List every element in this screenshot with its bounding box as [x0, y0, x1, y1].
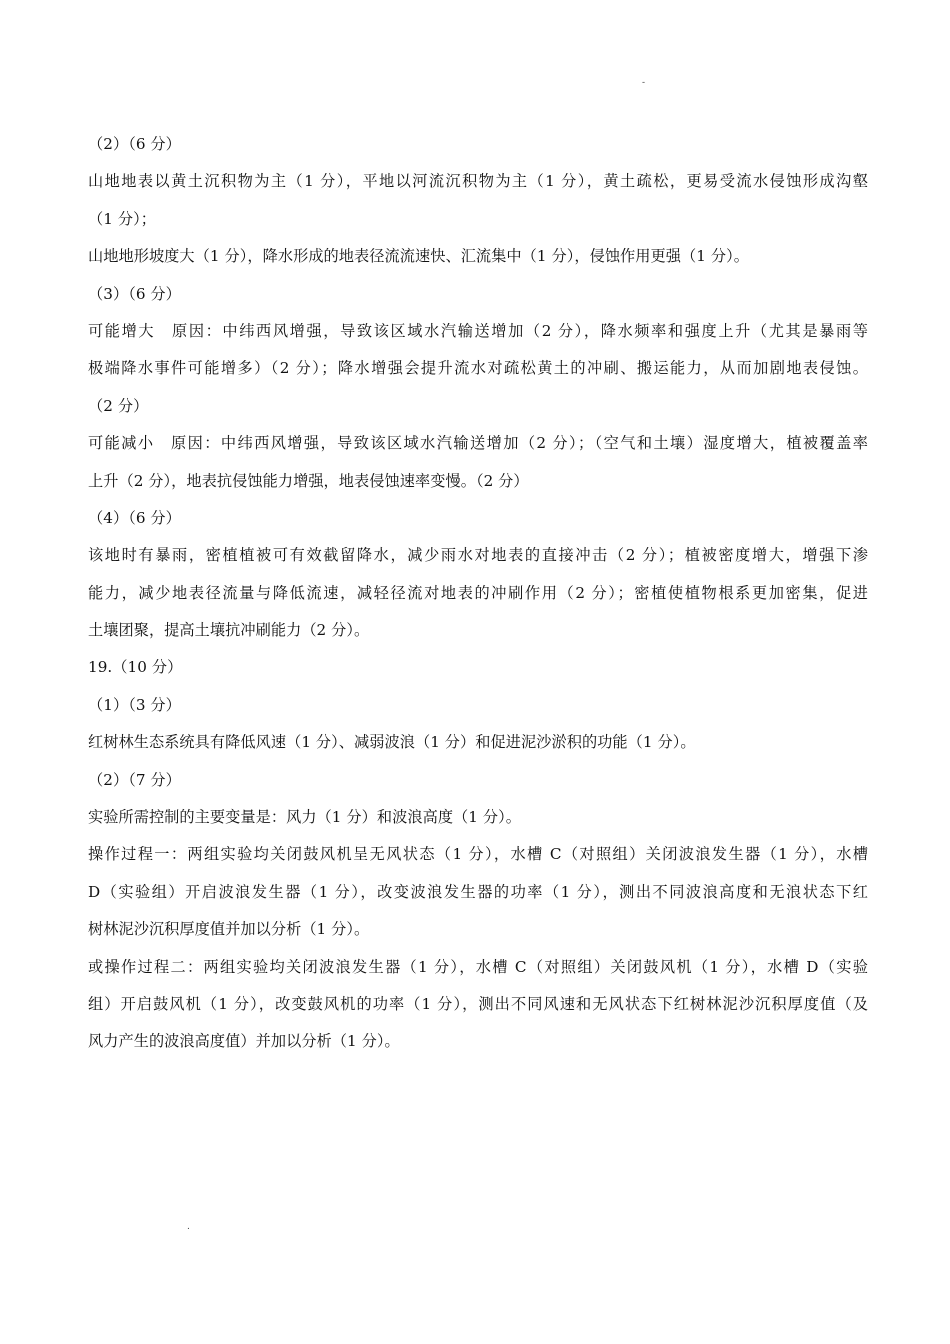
answer-line: 或操作过程二：两组实验均关闭波浪发生器（1 分），水槽 C（对照组）关闭鼓风机（1 分），水槽 D（实验: [88, 957, 868, 976]
subquestion-heading: （3）（6 分）: [88, 284, 181, 303]
subquestion-heading: （2）（7 分）: [88, 770, 181, 789]
answer-line: 组）开启鼓风机（1 分），改变鼓风机的功率（1 分），测出不同风速和无风状态下红树林泥沙沉积厚度值（及: [88, 994, 868, 1013]
subquestion-heading: （4）（6 分）: [88, 508, 181, 527]
answer-line: D（实验组）开启波浪发生器（1 分），改变波浪发生器的功率（1 分），测出不同波浪高度和无浪状态下红: [88, 882, 868, 901]
answer-line: 山地地表以黄土沉积物为主（1 分），平地以河流沉积物为主（1 分），黄土疏松，更易受流水侵蚀形成沟壑: [88, 172, 868, 191]
subquestion-heading: （1）（3 分）: [88, 695, 181, 714]
answer-line: 极端降水事件可能增多）（2 分）；降水增强会提升流水对疏松黄土的冲刷、搬运能力，从而加剧地表侵蚀。: [88, 359, 868, 378]
footer-mark: .: [187, 1222, 190, 1232]
answer-line: 红树林生态系统具有降低风速（1 分）、减弱波浪（1 分）和促进泥沙淤积的功能（1 分）。: [88, 733, 696, 752]
answer-line: 操作过程一：两组实验均关闭鼓风机呈无风状态（1 分），水槽 C（对照组）关闭波浪发生器（1 分），水槽: [88, 845, 868, 864]
answer-line: 树林泥沙沉积厚度值并加以分析（1 分）。: [88, 920, 370, 939]
answer-line: 可能增大 原因：中纬西风增强，导致该区域水汽输送增加（2 分），降水频率和强度上升（尤其是暴雨等: [88, 321, 868, 340]
answer-line: 土壤团聚，提高土壤抗冲刷能力（2 分）。: [88, 621, 370, 640]
answer-line: 风力产生的波浪高度值）并加以分析（1 分）。: [88, 1032, 400, 1051]
answer-line: 可能减小 原因：中纬西风增强，导致该区域水汽输送增加（2 分）；（空气和土壤）湿度增大，植被覆盖率: [88, 434, 868, 453]
answer-line: 上升（2 分），地表抗侵蚀能力增强，地表侵蚀速率变慢。（2 分）: [88, 471, 529, 490]
answer-line: 实验所需控制的主要变量是：风力（1 分）和波浪高度（1 分）。: [88, 808, 521, 827]
question-heading: 19.（10 分）: [88, 658, 183, 677]
header-mark: -: [642, 78, 646, 88]
answer-line: 山地地形坡度大（1 分），降水形成的地表径流流速快、汇流集中（1 分），侵蚀作用更强（1 分）。: [88, 247, 749, 266]
subquestion-heading: （2）（6 分）: [88, 135, 181, 153]
answer-line: 能力，减少地表径流量与降低流速，减轻径流对地表的冲刷作用（2 分）；密植使植物根系更加密集，促进: [88, 583, 868, 602]
answer-line: 该地时有暴雨，密植植被可有效截留降水，减少雨水对地表的直接冲击（2 分）；植被密度增大，增强下渗: [88, 546, 868, 565]
answer-line: （2 分）: [88, 396, 149, 415]
answer-line: （1 分）；: [88, 209, 156, 228]
answer-text-block: [88, 126, 868, 1061]
